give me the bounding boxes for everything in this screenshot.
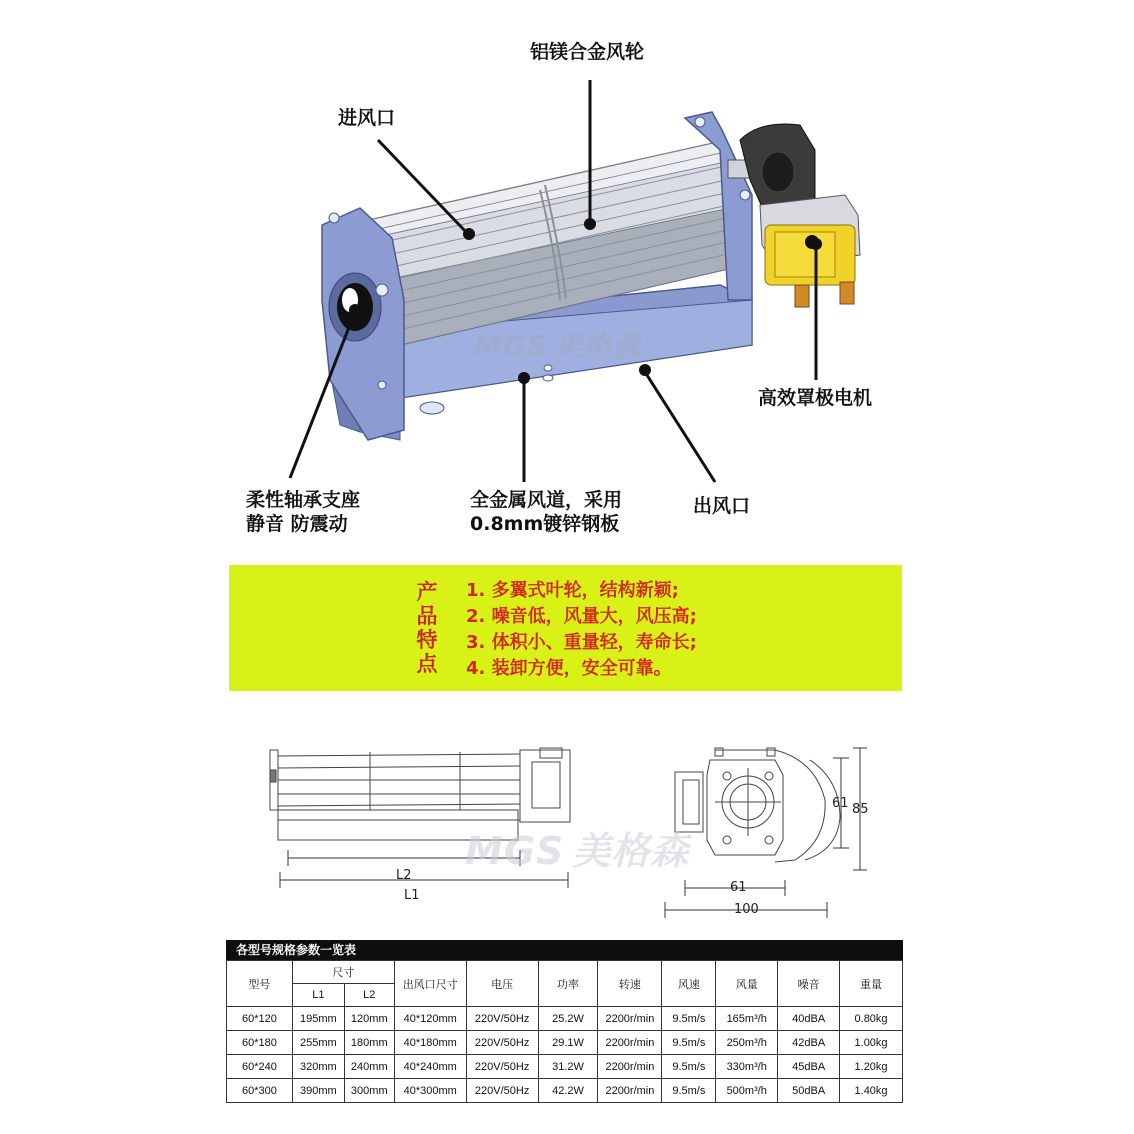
- cell-l1: 320mm: [292, 1055, 344, 1079]
- feature-title-char: 特: [416, 628, 438, 652]
- cell-weight: 1.20kg: [840, 1055, 903, 1079]
- dimension-front-61-vertical: 61: [832, 796, 849, 811]
- cell-power: 42.2W: [538, 1079, 598, 1103]
- cell-air-speed: 9.5m/s: [662, 1031, 716, 1055]
- header-outlet: 出风口尺寸: [394, 961, 466, 1007]
- feature-list: [466, 578, 697, 682]
- cell-air-speed: 9.5m/s: [662, 1007, 716, 1031]
- spec-table: [226, 960, 903, 1103]
- dimension-front-100: 100: [734, 902, 759, 917]
- cell-outlet: 40*120mm: [394, 1007, 466, 1031]
- callout-bearing-line1: 柔性轴承支座: [246, 489, 361, 511]
- cell-model: 60*120: [227, 1007, 293, 1031]
- header-l1: L1: [292, 984, 344, 1007]
- cell-air-speed: 9.5m/s: [662, 1055, 716, 1079]
- cell-speed: 2200r/min: [598, 1007, 662, 1031]
- cell-speed: 2200r/min: [598, 1031, 662, 1055]
- callout-bearing-line2: 静音 防震动: [246, 513, 348, 535]
- cell-voltage: 220V/50Hz: [466, 1055, 538, 1079]
- callout-outlet: 出风口: [693, 495, 751, 517]
- cell-power: 25.2W: [538, 1007, 598, 1031]
- cell-outlet: 40*300mm: [394, 1079, 466, 1103]
- cell-weight: 1.00kg: [840, 1031, 903, 1055]
- feature-title-char: 品: [416, 604, 438, 628]
- cell-l2: 300mm: [344, 1079, 394, 1103]
- left-end-plate: [322, 208, 404, 440]
- header-l2: L2: [344, 984, 394, 1007]
- cell-speed: 2200r/min: [598, 1079, 662, 1103]
- callout-wheel: 铝镁合金风轮: [530, 41, 645, 63]
- cell-air-speed: 9.5m/s: [662, 1079, 716, 1103]
- table-row: [227, 1079, 903, 1103]
- feature-title: [413, 580, 441, 676]
- callout-duct-line1: 全金属风道，采用: [470, 489, 623, 511]
- cell-l2: 180mm: [344, 1031, 394, 1055]
- cell-noise: 42dBA: [778, 1031, 840, 1055]
- feature-item: 4. 装卸方便，安全可靠。: [466, 658, 672, 679]
- header-weight: 重量: [840, 961, 903, 1007]
- cell-voltage: 220V/50Hz: [466, 1079, 538, 1103]
- cell-air-volume: 500m³/h: [716, 1079, 778, 1103]
- cell-voltage: 220V/50Hz: [466, 1031, 538, 1055]
- dimension-l2: L2: [396, 868, 412, 883]
- cell-power: 29.1W: [538, 1031, 598, 1055]
- cell-noise: 45dBA: [778, 1055, 840, 1079]
- header-speed: 转速: [598, 961, 662, 1007]
- cell-outlet: 40*240mm: [394, 1055, 466, 1079]
- feature-item: 2. 噪音低，风量大，风压高;: [466, 606, 697, 627]
- dimension-front-61-horizontal: 61: [730, 880, 747, 895]
- cell-air-volume: 330m³/h: [716, 1055, 778, 1079]
- cell-air-volume: 250m³/h: [716, 1031, 778, 1055]
- table-row: [227, 1031, 903, 1055]
- cell-model: 60*300: [227, 1079, 293, 1103]
- fan-illustration: [0, 0, 1134, 560]
- cell-noise: 40dBA: [778, 1007, 840, 1031]
- feature-title-char: 点: [416, 652, 438, 676]
- cell-l2: 240mm: [344, 1055, 394, 1079]
- watermark: MGS 美格森: [474, 329, 642, 362]
- header-voltage: 电压: [466, 961, 538, 1007]
- dimension-front-85: 85: [852, 802, 869, 817]
- cell-l1: 255mm: [292, 1031, 344, 1055]
- callout-motor: 高效罩极电机: [758, 387, 873, 409]
- cell-speed: 2200r/min: [598, 1055, 662, 1079]
- cell-air-volume: 165m³/h: [716, 1007, 778, 1031]
- cell-noise: 50dBA: [778, 1079, 840, 1103]
- cell-l2: 120mm: [344, 1007, 394, 1031]
- feature-item: 3. 体积小、重量轻，寿命长;: [466, 632, 697, 653]
- table-row: [227, 1007, 903, 1031]
- cell-power: 31.2W: [538, 1055, 598, 1079]
- cell-model: 60*180: [227, 1031, 293, 1055]
- table-row: [227, 1055, 903, 1079]
- watermark-drawing: MGS 美格森: [465, 829, 690, 873]
- header-noise: 噪音: [778, 961, 840, 1007]
- header-air-volume: 风量: [716, 961, 778, 1007]
- cell-weight: 0.80kg: [840, 1007, 903, 1031]
- cell-l1: 390mm: [292, 1079, 344, 1103]
- cell-weight: 1.40kg: [840, 1079, 903, 1103]
- spec-table-section: [226, 940, 903, 1103]
- cell-l1: 195mm: [292, 1007, 344, 1031]
- dimension-l1: L1: [404, 888, 420, 903]
- callout-duct: [470, 488, 622, 536]
- cell-model: 60*240: [227, 1055, 293, 1079]
- header-power: 功率: [538, 961, 598, 1007]
- feature-item: 1. 多翼式叶轮，结构新颖;: [466, 580, 679, 601]
- callout-duct-line2: 0.8mm镀锌钢板: [470, 513, 620, 535]
- cell-outlet: 40*180mm: [394, 1031, 466, 1055]
- callout-inlet: 进风口: [338, 107, 396, 129]
- feature-title-char: 产: [416, 580, 438, 604]
- cell-voltage: 220V/50Hz: [466, 1007, 538, 1031]
- header-air-speed: 风速: [662, 961, 716, 1007]
- header-model: 型号: [227, 961, 293, 1007]
- callout-bearing: [246, 488, 360, 536]
- spec-table-title: 各型号规格参数一览表: [226, 940, 903, 960]
- header-size: 尺寸: [292, 961, 394, 984]
